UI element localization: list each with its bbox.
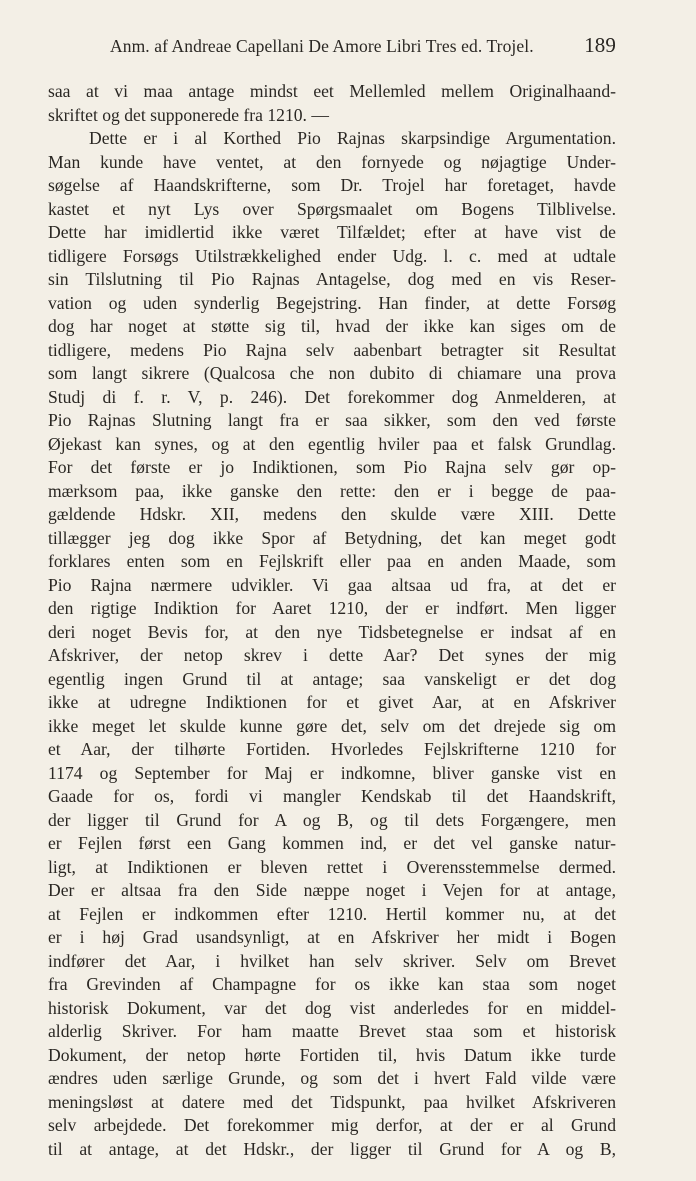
text-line: ikke at udregne Indiktionen for et givet Aar, at en Afskriver	[48, 692, 616, 712]
text-line: at Fejlen er indkommen efter 1210. Hertil kommer nu, at det	[48, 903, 616, 924]
text-line: 1174 og September for Maj er indkomne, bliver ganske vist en	[48, 762, 616, 783]
text-line: Studj di f. r. V, p. 246). Det forekommer dog Anmelderen, at	[48, 386, 616, 407]
text-line: historisk Dokument, var det dog vist anderledes for en middel-	[48, 997, 616, 1018]
body-text	[48, 80, 616, 1161]
page-number: 189	[584, 33, 616, 57]
text-line: egentlig ingen Grund til at antage; saa vanskeligt er det dog	[48, 668, 616, 689]
running-title: Anm. af Andreae Capellani De Amore Libri Tres ed. Trojel.	[110, 36, 534, 56]
text-line: deri noget Bevis for, at den nye Tidsbetegnelse er indsat af en	[48, 621, 616, 642]
text-line: tidligere Forsøgs Utilstrækkelighed ender Udg. l. c. med at udtale	[48, 245, 616, 266]
text-line: gældende Hdskr. XII, medens den skulde være XIII. Dette	[48, 504, 616, 524]
text-line: tidligere, medens Pio Rajna selv aabenbart betragter sit Resultat	[48, 339, 616, 360]
text-line: For det første er jo Indiktionen, som Pio Rajna selv gør op-	[48, 457, 616, 477]
text-line: Dette har imidlertid ikke været Tilfældet; efter at have vist de	[48, 222, 616, 242]
text-line: sin Tilslutning til Pio Rajnas Antagelse, dog med en vis Reser-	[48, 269, 616, 289]
text-line: meningsløst at datere med det Tidspunkt, paa hvilket Afskriveren	[48, 1091, 616, 1112]
text-line: Pio Rajnas Slutning langt fra er saa sikker, som den ved første	[48, 410, 616, 430]
text-line: et Aar, der tilhørte Fortiden. Hvorledes Fejlskrifterne 1210 for	[48, 739, 616, 759]
text-line: der ligger til Grund for A og B, og til dets Forgængere, men	[48, 809, 616, 830]
text-line: ændres uden særlige Grunde, og som det i hvert Fald vilde være	[48, 1068, 616, 1088]
text-line: alderlig Skriver. For ham maatte Brevet staa som et historisk	[48, 1021, 616, 1041]
text-line: Øjekast kan synes, og at den egentlig hviler paa et falsk Grundlag.	[48, 433, 616, 454]
text-line: tillægger jeg dog ikke Spor af Betydning, det kan meget godt	[48, 527, 616, 548]
text-line: er i høj Grad usandsynligt, at en Afskriver her midt i Bogen	[48, 927, 616, 947]
text-line: forklares enten som en Fejlskrift eller paa en anden Maade, som	[48, 551, 616, 571]
text-line: søgelse af Haandskrifterne, som Dr. Trojel har foretaget, havde	[48, 175, 616, 195]
text-line: mærksom paa, ikke ganske den rette: den er i begge de paa-	[48, 480, 616, 501]
text-line: Der er altsaa fra den Side næppe noget i Vejen for at antage,	[48, 880, 616, 900]
text-line: til at antage, at det Hdskr., der ligger til Grund for A og B,	[48, 1138, 616, 1159]
text-line: den rigtige Indiktion for Aaret 1210, der er indført. Men ligger	[48, 598, 616, 618]
text-line: Dette er i al Korthed Pio Rajnas skarpsindige Argumentation.	[89, 128, 616, 148]
text-line: kastet et nyt Lys over Spørgsmaalet om Bogens Tilblivelse.	[48, 198, 616, 219]
text-line: indfører det Aar, i hvilket han selv skriver. Selv om Brevet	[48, 950, 616, 971]
text-line: Afskriver, der netop skrev i dette Aar? Det synes der mig	[48, 645, 616, 665]
text-line: Pio Rajna nærmere udvikler. Vi gaa altsaa ud fra, at det er	[48, 574, 616, 595]
text-line: dog har noget at støtte sig til, hvad der ikke kan siges om de	[48, 316, 616, 336]
text-line: ligt, at Indiktionen er bleven rettet i Overensstemmelse dermed.	[48, 856, 616, 877]
text-line: Man kunde have ventet, at den fornyede og nøjagtige Under-	[48, 151, 616, 172]
text-line: Dokument, der netop hørte Fortiden til, hvis Datum ikke turde	[48, 1044, 616, 1065]
text-line: vation og uden synderlig Begejstring. Han finder, at dette Forsøg	[48, 292, 616, 313]
text-line: selv arbejdede. Det forekommer mig derfor, at der er al Grund	[48, 1115, 616, 1135]
text-line: saa at vi maa antage mindst eet Mellemled mellem Originalhaand-	[48, 81, 616, 101]
text-line: ikke meget let skulde kunne gøre det, selv om det drejede sig om	[48, 715, 616, 736]
text-line: er Fejlen først een Gang kommen ind, er det vel ganske natur-	[48, 833, 616, 853]
text-line: skriftet og det supponerede fra 1210. —	[48, 104, 329, 125]
text-line: Gaade for os, fordi vi mangler Kendskab til det Haandskrift,	[48, 786, 616, 806]
text-line: som langt sikrere (Qualcosa che non dubito di chiamare una prova	[48, 363, 616, 383]
text-line: fra Grevinden af Champagne for os ikke kan staa som noget	[48, 974, 616, 994]
